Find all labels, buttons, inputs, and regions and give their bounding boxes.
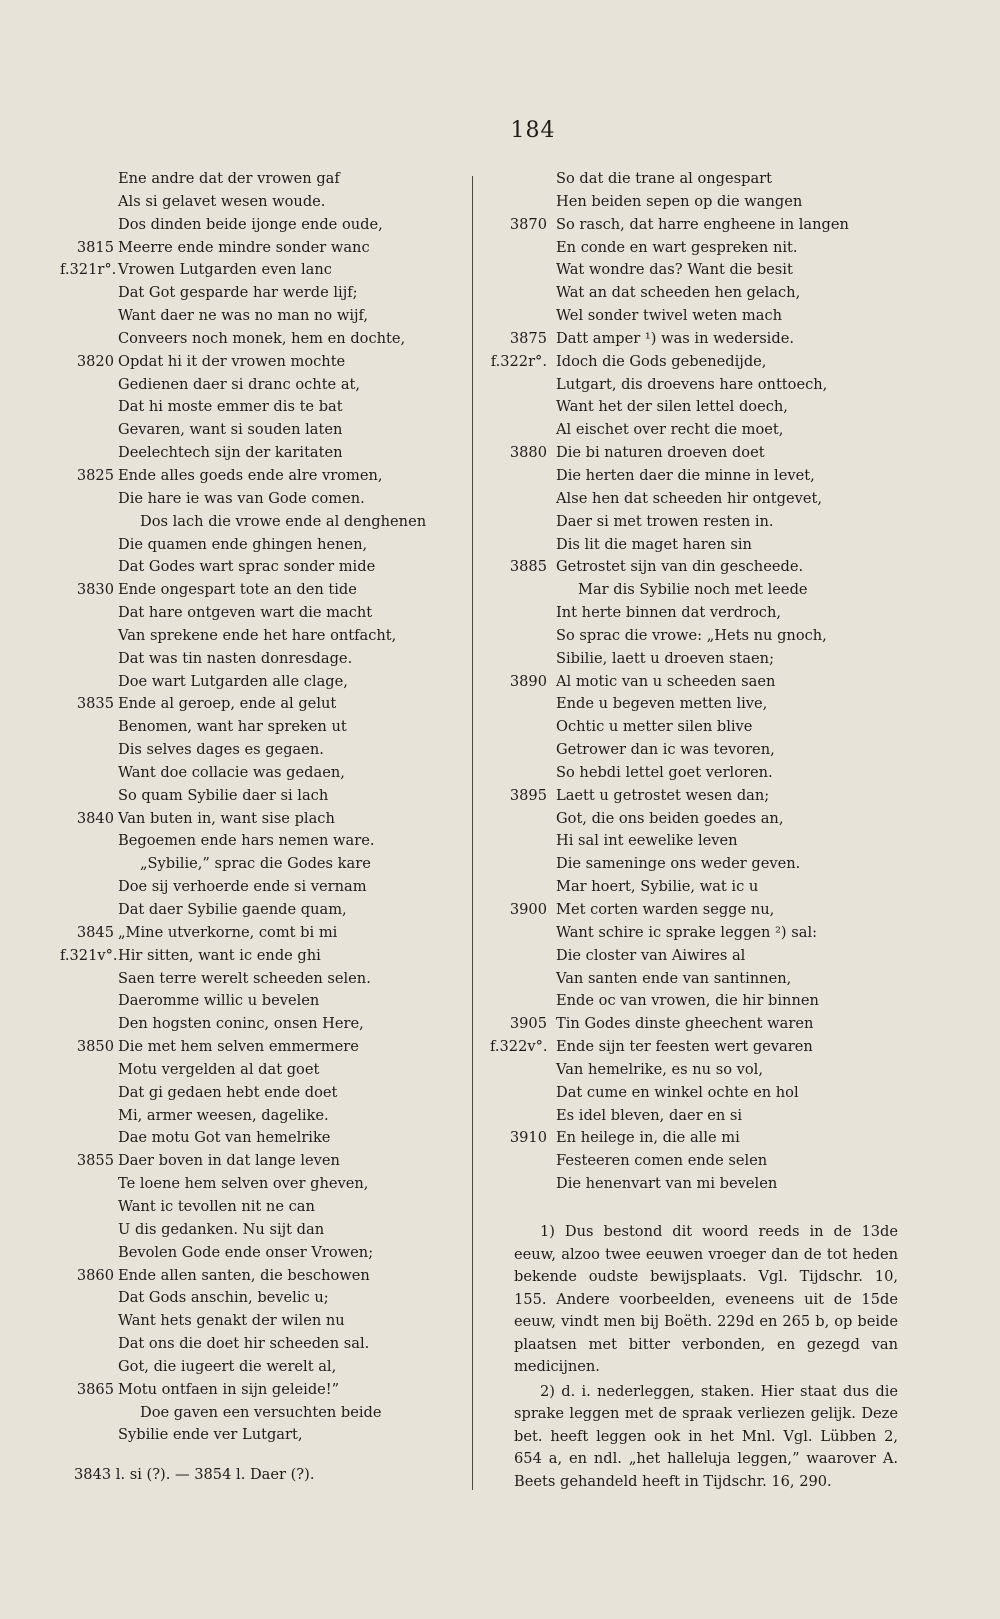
verse-line [60, 351, 470, 374]
verse-text: Motu vergelden al dat goet [118, 1060, 320, 1078]
verse-line [60, 671, 470, 694]
verse-line [490, 1173, 900, 1196]
verse-line [60, 1105, 470, 1128]
verse-text: Motu ontfaen in sijn geleide!” [118, 1380, 340, 1398]
verse-text: Getrostet sijn van din gescheede. [556, 558, 804, 576]
verse-line [60, 579, 470, 602]
verse-line [490, 739, 900, 762]
verse-line [490, 1150, 900, 1173]
verse-text: Van buten in, want sise plach [118, 809, 335, 827]
verse-line [60, 1196, 470, 1219]
verse-text: Got, die ons beiden goedes an, [556, 809, 784, 827]
verse-text: Ende sijn ter feesten wert gevaren [556, 1038, 813, 1056]
verse-text: Gevaren, want si souden laten [118, 421, 343, 439]
line-number: 3850 [76, 1038, 114, 1056]
verse-text: Laett u getrostet wesen dan; [556, 786, 770, 804]
verse-line [60, 1013, 470, 1036]
verse-text: Lutgart, dis droevens hare onttoech, [556, 375, 828, 393]
line-number: 3865 [76, 1380, 114, 1398]
verse-line [60, 396, 470, 419]
verse-text: En heilege in, die alle mi [556, 1129, 740, 1147]
verse-line [60, 214, 470, 237]
verse-line [60, 168, 470, 191]
verse-line [60, 374, 470, 397]
verse-text: Want ic tevollen nit ne can [118, 1197, 315, 1215]
verse-text: Datt amper ¹) was in wederside. [556, 329, 794, 347]
verse-text: Doe gaven een versuchten beide [140, 1403, 382, 1421]
verse-line [490, 511, 900, 534]
verse-line [60, 830, 470, 853]
verse-text: Int herte binnen dat verdroch, [556, 604, 782, 622]
verse-text: Dat Got gesparde har werde lijf; [118, 284, 358, 302]
page-number: 184 [510, 118, 556, 143]
line-number: 3815 [76, 238, 114, 256]
line-number: 3845 [76, 923, 114, 941]
verse-text: Opdat hi it der vrowen mochte [118, 352, 346, 370]
verse-text: Hir sitten, want ic ende ghi [118, 946, 321, 964]
verse-line [60, 876, 470, 899]
verse-text: So quam Sybilie daer si lach [118, 786, 329, 804]
verse-line [490, 488, 900, 511]
line-number: 3905 [509, 1015, 547, 1033]
verse-text: Die hare ie was van Gode comen. [118, 489, 365, 507]
verse-text: Want schire ic sprake leggen ²) sal: [556, 923, 818, 941]
verse-line [490, 808, 900, 831]
verse-text: Dat cume en winkel ochte en hol [556, 1083, 799, 1101]
verse-text: Mi, armer weesen, dagelike. [118, 1106, 329, 1124]
verse-line [60, 968, 470, 991]
verse-text: Die closter van Aiwires al [556, 946, 746, 964]
verse-text: Vrowen Lutgarden even lanc [118, 261, 332, 279]
verse-line [490, 442, 900, 465]
line-number: 3895 [509, 786, 547, 804]
verse-line [490, 785, 900, 808]
verse-text: Die met hem selven emmermere [118, 1038, 359, 1056]
verse-text: Ende al geroep, ende al gelut [118, 695, 337, 713]
right-verse-column [490, 168, 900, 1196]
verse-line [490, 396, 900, 419]
verse-text: Van sprekene ende het hare ontfacht, [118, 626, 397, 644]
line-number: 3820 [76, 352, 114, 370]
verse-line [490, 648, 900, 671]
verse-text: Doe wart Lutgarden alle clage, [118, 672, 348, 690]
verse-line [490, 876, 900, 899]
verse-line [60, 419, 470, 442]
verse-line [60, 739, 470, 762]
verse-line [490, 191, 900, 214]
verse-text: Daeromme willic u bevelen [118, 992, 320, 1010]
verse-text: Wel sonder twivel weten mach [556, 307, 783, 325]
verse-line [490, 602, 900, 625]
verse-line [60, 556, 470, 579]
line-number: 3885 [509, 558, 547, 576]
verse-text: Dos dinden beide ijonge ende oude, [118, 215, 383, 233]
verse-line [490, 259, 900, 282]
verse-line [490, 762, 900, 785]
verse-line [490, 214, 900, 237]
verse-line [60, 716, 470, 739]
verse-text: Al motic van u scheeden saen [556, 672, 776, 690]
verse-text: Wat an dat scheeden hen gelach, [556, 284, 801, 302]
verse-line [490, 237, 900, 260]
left-textual-note: 3843 l. si (?). — 3854 l. Daer (?). [74, 1466, 315, 1483]
verse-line [60, 1059, 470, 1082]
verse-line [60, 990, 470, 1013]
verse-text: Met corten warden segge nu, [556, 901, 775, 918]
line-number: f.321v°. [60, 946, 118, 964]
line-number: 3900 [509, 901, 547, 918]
line-number: 3825 [76, 466, 114, 484]
verse-line [490, 1082, 900, 1105]
verse-text: Mar dis Sybilie noch met leede [578, 581, 808, 599]
footnotes [514, 1221, 898, 1495]
verse-text: Van hemelrike, es nu so vol, [556, 1060, 763, 1078]
verse-text: Sybilie ende ver Lutgart, [118, 1426, 303, 1444]
verse-line [490, 853, 900, 876]
footnote-1-text: 1) Dus bestond dit woord reeds in de 13de eeuw, alzoo twee eeuwen vroeger dan de tot heden bekende oudste bewijsplaats. Vgl. Tijdschr. 10, 155. Andere voorbeelden, eveneens uit de 15de eeuw, vindt men bij Boëth. 229d en 265 b, op beide plaatsen met bitter verbonden, en gezegd van medicijnen. [514, 1223, 898, 1375]
verse-line [60, 1219, 470, 1242]
verse-line [490, 374, 900, 397]
verse-line [60, 488, 470, 511]
verse-text: Ende u begeven metten live, [556, 695, 768, 713]
verse-line [60, 1356, 470, 1379]
verse-text: Mar hoert, Sybilie, wat ic u [556, 878, 759, 896]
verse-line [60, 808, 470, 831]
verse-line [60, 762, 470, 785]
verse-line [60, 191, 470, 214]
verse-line [60, 945, 470, 968]
verse-line [60, 1036, 470, 1059]
verse-text: Sibilie, laett u droeven staen; [556, 649, 775, 667]
verse-line [490, 945, 900, 968]
verse-text: Ende ongespart tote an den tide [118, 581, 357, 599]
verse-line [490, 1105, 900, 1128]
verse-text: Al eischet over recht die moet, [556, 421, 784, 439]
line-number: 3890 [509, 672, 547, 690]
verse-text: Want doe collacie was gedaen, [118, 763, 345, 781]
verse-text: Es idel bleven, daer en si [556, 1106, 743, 1124]
verse-text: Dos lach die vrowe ende al denghenen [140, 512, 427, 530]
verse-text: Ende alles goeds ende alre vromen, [118, 466, 383, 484]
footnote-2-text: 2) d. i. nederleggen, staken. Hier staat dus die sprake leggen met de spraak verliezen gelijk. Deze bet. heeft leggen ook in het Mnl. Vgl. Lübben 2, 654 a, en ndl. „het halleluja leggen,” waarover A. Beets gehandeld heeft in Tijdschr. 16, 290. [514, 1382, 898, 1490]
left-verse-column [60, 168, 470, 1447]
verse-line [490, 1059, 900, 1082]
verse-line [490, 168, 900, 191]
verse-line [60, 648, 470, 671]
verse-line [490, 716, 900, 739]
verse-line [490, 465, 900, 488]
verse-line [490, 282, 900, 305]
verse-text: Te loene hem selven over gheven, [118, 1175, 369, 1193]
verse-line [490, 305, 900, 328]
verse-text: Dat daer Sybilie gaende quam, [118, 901, 347, 918]
verse-line [60, 1242, 470, 1265]
verse-text: Begoemen ende hars nemen ware. [118, 832, 375, 850]
verse-text: Dat was tin nasten donresdage. [118, 649, 353, 667]
verse-line [490, 351, 900, 374]
verse-line [60, 602, 470, 625]
verse-line [60, 785, 470, 808]
verse-line [490, 830, 900, 853]
verse-text: Getrower dan ic was tevoren, [556, 741, 775, 759]
verse-text: Hi sal int eewelike leven [556, 832, 738, 850]
verse-line [490, 1013, 900, 1036]
verse-text: Daer boven in dat lange leven [118, 1152, 340, 1170]
verse-line [60, 465, 470, 488]
verse-text: Dat Godes wart sprac sonder mide [118, 558, 376, 576]
footnote-2 [514, 1381, 898, 1494]
verse-text: Benomen, want har spreken ut [118, 718, 347, 736]
verse-line [60, 899, 470, 922]
verse-line [60, 693, 470, 716]
verse-line [60, 1150, 470, 1173]
verse-text: Want daer ne was no man no wijf, [118, 307, 369, 325]
verse-text: Festeeren comen ende selen [556, 1152, 768, 1170]
verse-text: „Mine utverkorne, comt bi mi [118, 923, 338, 941]
column-divider [472, 176, 473, 1490]
line-number: 3855 [76, 1152, 114, 1170]
verse-text: Dat Gods anschin, bevelic u; [118, 1289, 329, 1307]
verse-line [60, 1127, 470, 1150]
verse-line [490, 922, 900, 945]
verse-text: Ene andre dat der vrowen gaf [118, 170, 340, 187]
verse-line [60, 1402, 470, 1425]
verse-text: Idoch die Gods gebenedijde, [556, 352, 767, 370]
footnote-1 [514, 1221, 898, 1379]
line-number: f.322v°. [490, 1038, 548, 1056]
verse-line [490, 556, 900, 579]
verse-text: U dis gedanken. Nu sijt dan [118, 1220, 325, 1238]
verse-line [490, 579, 900, 602]
verse-line [60, 511, 470, 534]
verse-line [490, 419, 900, 442]
line-number: 3880 [509, 444, 547, 462]
line-number: 3870 [509, 215, 547, 233]
verse-line [60, 534, 470, 557]
verse-line [490, 1127, 900, 1150]
verse-line [490, 899, 900, 922]
verse-text: Die henenvart van mi bevelen [556, 1175, 778, 1193]
verse-line [60, 259, 470, 282]
verse-text: Ende oc van vrowen, die hir binnen [556, 992, 819, 1010]
verse-line [60, 282, 470, 305]
verse-text: Bevolen Gode ende onser Vrowen; [118, 1243, 374, 1261]
verse-text: Dat hi moste emmer dis te bat [118, 398, 343, 416]
verse-text: So rasch, dat harre engheene in langen [556, 215, 849, 233]
verse-text: Want hets genakt der wilen nu [118, 1312, 345, 1330]
verse-line [490, 1036, 900, 1059]
verse-text: Dis selves dages es gegaen. [118, 741, 324, 759]
verse-text: Ochtic u metter silen blive [556, 718, 753, 736]
verse-text: Got, die iugeert die werelt al, [118, 1357, 337, 1375]
verse-line [490, 328, 900, 351]
verse-text: So sprac die vrowe: „Hets nu gnoch, [556, 626, 827, 644]
verse-line [490, 968, 900, 991]
verse-line [60, 328, 470, 351]
verse-text: Meerre ende mindre sonder wanc [118, 238, 370, 256]
verse-text: Die bi naturen droeven doet [556, 444, 765, 462]
verse-text: Dat ons die doet hir scheeden sal. [118, 1335, 370, 1353]
verse-line [60, 442, 470, 465]
verse-line [490, 625, 900, 648]
verse-text: So dat die trane al ongespart [556, 170, 773, 187]
verse-line [60, 1379, 470, 1402]
verse-text: Den hogsten coninc, onsen Here, [118, 1015, 364, 1033]
verse-text: Conveers noch monek, hem en dochte, [118, 329, 406, 347]
verse-line [60, 922, 470, 945]
verse-text: Dis lit die maget haren sin [556, 535, 752, 553]
verse-text: Dae motu Got van hemelrike [118, 1129, 331, 1147]
verse-line [60, 853, 470, 876]
verse-line [490, 990, 900, 1013]
verse-line [490, 534, 900, 557]
line-number: 3835 [76, 695, 114, 713]
line-number: 3875 [509, 329, 547, 347]
verse-text: Dat gi gedaen hebt ende doet [118, 1083, 338, 1101]
verse-text: Die quamen ende ghingen henen, [118, 535, 368, 553]
verse-text: Tin Godes dinste gheechent waren [556, 1015, 814, 1033]
verse-text: „Sybilie,” sprac die Godes kare [140, 855, 371, 873]
verse-line [490, 693, 900, 716]
verse-text: Als si gelavet wesen woude. [118, 192, 326, 210]
verse-line [60, 305, 470, 328]
verse-text: Die sameninge ons weder geven. [556, 855, 801, 873]
verse-text: So hebdi lettel goet verloren. [556, 763, 773, 781]
verse-text: En conde en wart gespreken nit. [556, 238, 798, 256]
line-number: 3840 [76, 809, 114, 827]
verse-line [60, 1173, 470, 1196]
line-number: f.321r°. [60, 261, 117, 279]
verse-line [490, 671, 900, 694]
verse-text: Van santen ende van santinnen, [556, 969, 792, 987]
line-number: 3830 [76, 581, 114, 599]
verse-text: Saen terre werelt scheeden selen. [118, 969, 371, 987]
verse-text: Dat hare ontgeven wart die macht [118, 604, 373, 622]
verse-text: Gedienen daer si dranc ochte at, [118, 375, 361, 393]
verse-line [60, 625, 470, 648]
verse-line [60, 1333, 470, 1356]
verse-line [60, 1287, 470, 1310]
verse-text: Want het der silen lettel doech, [556, 398, 788, 416]
verse-line [60, 1082, 470, 1105]
line-number: f.322r°. [490, 352, 547, 370]
verse-text: Doe sij verhoerde ende si vernam [118, 878, 367, 896]
verse-line [60, 1265, 470, 1288]
line-number: 3910 [509, 1129, 547, 1147]
verse-text: Hen beiden sepen op die wangen [556, 192, 803, 210]
verse-line [60, 237, 470, 260]
line-number: 3860 [76, 1266, 114, 1284]
verse-line [60, 1424, 470, 1447]
verse-text: Ende allen santen, die beschowen [118, 1266, 370, 1284]
verse-text: Daer si met trowen resten in. [556, 512, 774, 530]
verse-text: Die herten daer die minne in levet, [556, 466, 815, 484]
verse-text: Alse hen dat scheeden hir ontgevet, [556, 489, 823, 507]
verse-text: Wat wondre das? Want die besit [556, 261, 793, 279]
verse-text: Deelechtech sijn der karitaten [118, 444, 343, 462]
verse-line [60, 1310, 470, 1333]
